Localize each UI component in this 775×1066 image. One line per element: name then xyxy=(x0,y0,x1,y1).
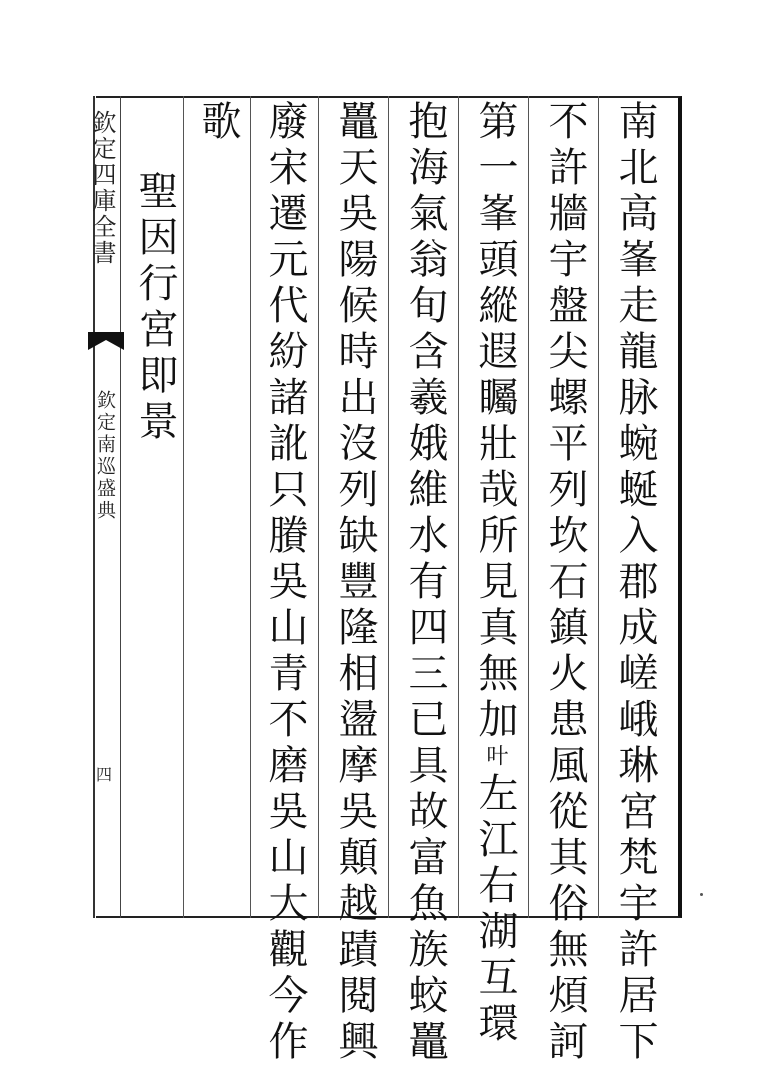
text-column-3-main: 第一峯頭縱遐矚壯哉所見真無加 xyxy=(472,100,518,744)
speck xyxy=(700,893,703,896)
page-number: 四 xyxy=(96,765,113,784)
column-rule xyxy=(388,96,389,918)
column-rule xyxy=(183,96,184,918)
frame-inner-rule xyxy=(120,96,121,918)
text-column-3 xyxy=(472,100,518,1048)
fishtail-mark-icon xyxy=(86,330,126,352)
spine-title: 欽定四庫全書 xyxy=(88,110,116,266)
column-rule xyxy=(598,96,599,918)
text-column-5: 鼉天吳陽候時出沒列缺豐隆相盪摩吳顛越蹟閱興 xyxy=(332,100,378,1066)
poem-title: 聖因行宮即景 xyxy=(132,170,178,446)
text-column-4: 抱海氣翁旬含羲娥維水有四三已具故富魚族蛟鼉 xyxy=(402,100,448,1066)
rhyme-note-mark: 叶 xyxy=(483,744,508,772)
column-rule xyxy=(250,96,251,918)
text-column-7: 歌 xyxy=(195,100,241,146)
column-rule xyxy=(458,96,459,918)
column-rule xyxy=(318,96,319,918)
text-column-6: 廢宋遷元代紛諸訛只賸吳山青不磨吳山大觀今作 xyxy=(262,100,308,1066)
spine-subtitle: 欽定南巡盛典 xyxy=(94,390,116,522)
text-column-3-tail: 左江右湖互環 xyxy=(472,772,518,1048)
column-rule xyxy=(528,96,529,918)
text-column-1: 南北高峯走龍脉蜿蜒入郡成嵯峨琳宮梵宇許居下 xyxy=(612,100,658,1066)
text-column-2: 不許牆宇盤尖螺平列坎石鎮火患風從其俗無煩訶 xyxy=(542,100,588,1066)
